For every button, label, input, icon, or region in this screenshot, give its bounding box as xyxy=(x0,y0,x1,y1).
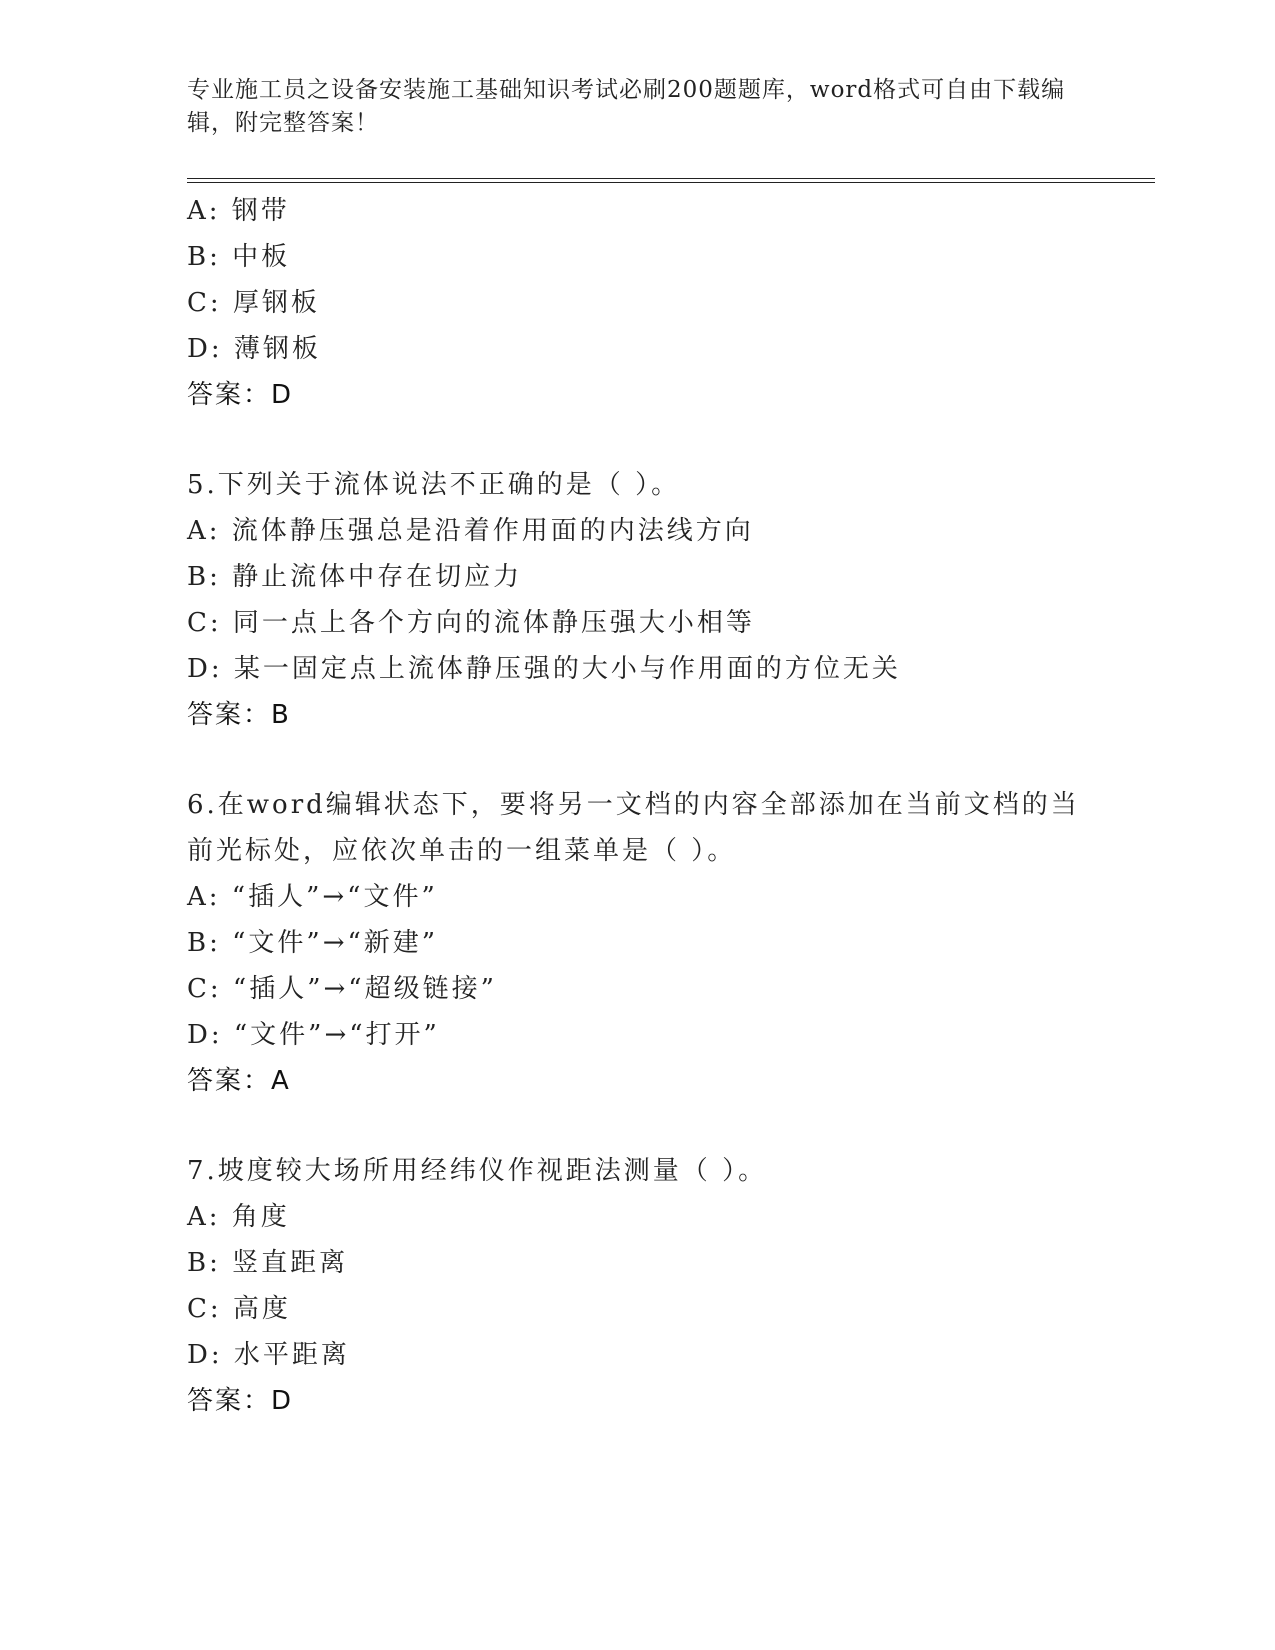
question-stem: 5.下列关于流体说法不正确的是（ ）。 xyxy=(187,470,681,500)
option-b: B: “文件”→“新建” xyxy=(187,928,439,958)
answer-line: 答案：D xyxy=(187,380,294,410)
option-a: A: “插人”→“文件” xyxy=(187,882,438,912)
option-d: D: “文件”→“打开” xyxy=(187,1020,440,1050)
option-b: B: 静止流体中存在切应力 xyxy=(187,562,523,592)
question-block-7 xyxy=(187,1148,1147,1424)
option-c: C: 高度 xyxy=(187,1294,291,1324)
option-c: C: “插人”→“超级链接” xyxy=(187,974,497,1004)
question-stem: 7.坡度较大场所用经纬仪作视距法测量（ ）。 xyxy=(187,1156,768,1186)
answer-line: 答案：D xyxy=(187,1386,294,1416)
option-a: A: 钢带 xyxy=(187,196,290,226)
partial-question-block xyxy=(187,188,1147,418)
question-block-5 xyxy=(187,462,1147,738)
option-a: A: 角度 xyxy=(187,1202,290,1232)
option-b: B: 竖直距离 xyxy=(187,1248,349,1278)
question-stem: 6.在word编辑状态下，要将另一文档的内容全部添加在当前文档的当前光标处，应依次单击的一组菜单是（ ）。 xyxy=(187,790,1080,866)
option-c: C: 厚钢板 xyxy=(187,288,320,318)
header-double-rule xyxy=(187,178,1155,183)
option-a: A: 流体静压强总是沿着作用面的内法线方向 xyxy=(187,516,754,546)
document-header: 专业施工员之设备安装施工基础知识考试必刷200题题库，word格式可自由下载编辑，附完整答案！ xyxy=(187,77,1066,136)
option-d: D: 某一固定点上流体静压强的大小与作用面的方位无关 xyxy=(187,654,901,684)
question-block-6 xyxy=(187,782,1147,1104)
answer-line: 答案：A xyxy=(187,1066,291,1096)
answer-line: 答案：B xyxy=(187,700,291,730)
option-d: D: 薄钢板 xyxy=(187,334,321,364)
option-b: B: 中板 xyxy=(187,242,291,272)
document-body xyxy=(187,188,1147,1424)
option-c: C: 同一点上各个方向的流体静压强大小相等 xyxy=(187,608,755,638)
option-d: D: 水平距离 xyxy=(187,1340,350,1370)
